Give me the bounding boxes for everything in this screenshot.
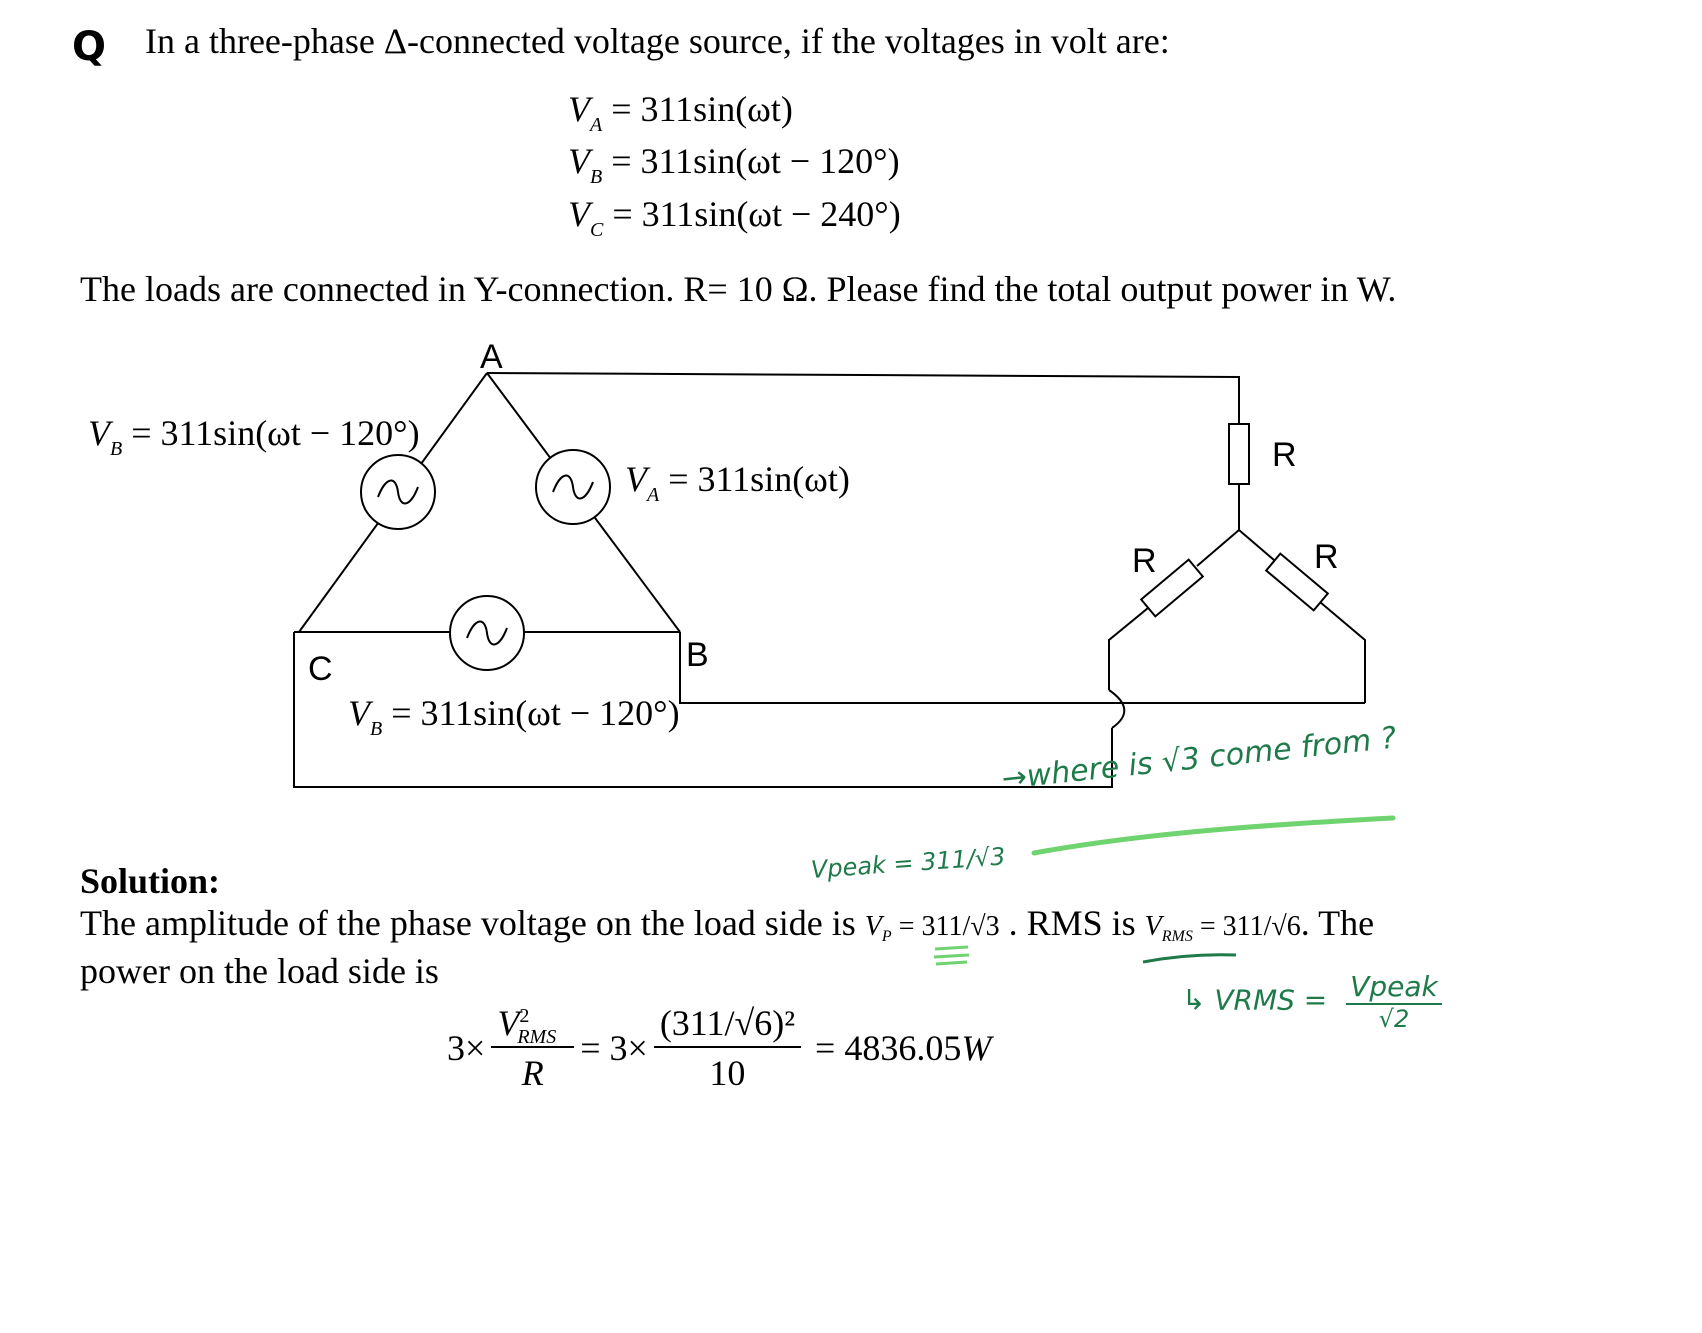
power-formula: 3× $\frac{V^2_{RMS}}{R}$ = 3× $\frac{\text{(311/√6)²}}{10}$ = 4836.05W: [447, 1003, 992, 1093]
line-a: [487, 373, 1239, 424]
load-description: The loads are connected in Y-connection. R= 10 Ω. Please find the total output power in W.: [80, 269, 1397, 309]
resistor-left-label: R: [1132, 542, 1157, 580]
annotation-vpeak: Vpeak = 311/√3: [810, 842, 1007, 884]
node-a-label: A: [480, 338, 503, 376]
solution-line-1: The amplitude of the phase voltage on the load side is $V_P = 311/√3$ . RMS is $V_{RMS} = 311/√6$. The: [80, 903, 1375, 945]
resistor-right-label: R: [1314, 538, 1339, 576]
question-intro: In a three-phase Δ-connected voltage source, if the voltages in volt are:: [145, 21, 1170, 61]
equation-vb: $V_B = 311\sin(\omega t - 120^\circ)$: [568, 141, 900, 188]
solution-line-2: power on the load side is: [80, 951, 439, 991]
source-va-label: $V_A = 311\sin(\omega t)$: [625, 459, 850, 506]
question-marker-icon: Q: [72, 24, 107, 70]
equation-va: $V_A = 311\sin(\omega t)$: [568, 89, 793, 136]
source-vc-label: $V_B = 311\sin(\omega t - 120^\circ)$: [348, 693, 680, 740]
node-b-label: B: [686, 636, 709, 674]
wire-hop: [1109, 690, 1124, 728]
line-b: [680, 632, 1365, 703]
annotation-vrms-num: Vpeak: [1346, 970, 1442, 1005]
node-c-label: C: [308, 650, 333, 688]
resistor-top: [1229, 424, 1249, 484]
resistor-top-label: R: [1272, 436, 1297, 474]
solution-title: Solution:: [80, 861, 221, 901]
equation-vc: $V_C = 311\sin(\omega t - 240^\circ)$: [568, 194, 901, 241]
annotation-vrms-rule: [1182, 970, 1442, 1033]
annotation-sqrt3-question: →where is √3 come from ?: [1000, 720, 1399, 797]
source-vb-label: $V_B = 311\sin(\omega t - 120^\circ)$: [88, 413, 420, 460]
annotation-vrms-den: √2: [1378, 1005, 1410, 1033]
annotation-vrms-lhs: ↳ VRMS =: [1182, 983, 1328, 1017]
